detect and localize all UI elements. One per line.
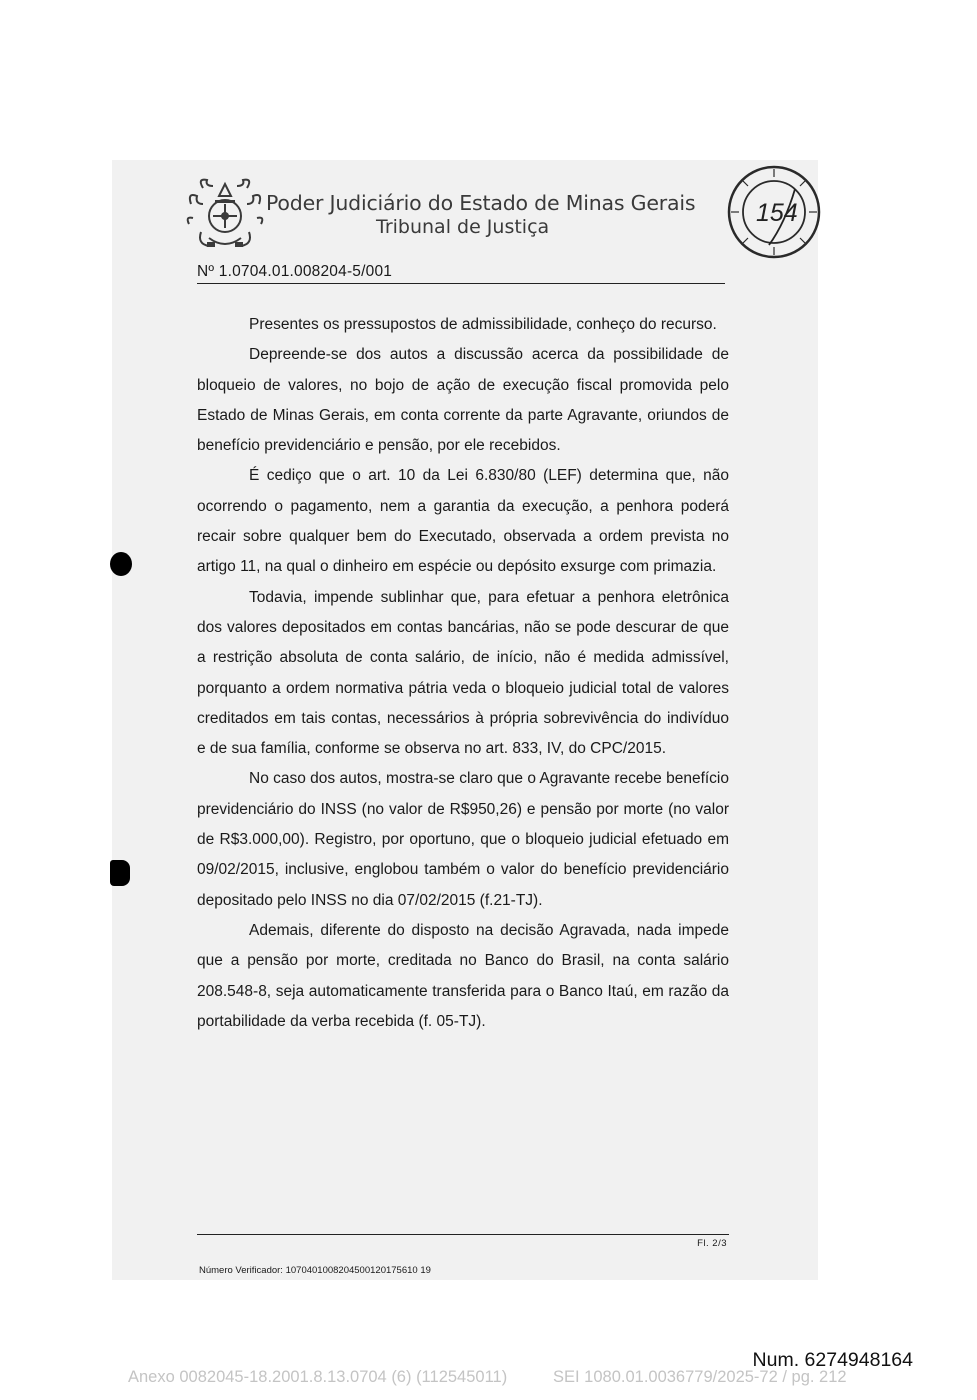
coat-of-arms-icon <box>183 174 267 254</box>
paragraph: Presentes os pressupostos de admissibilidade, conheço do recurso. <box>249 316 717 333</box>
court-title: Poder Judiciário do Estado de Minas Gerais <box>266 191 696 215</box>
document-number-stamp: Num. 6274948164 <box>752 1349 913 1371</box>
paragraph: Ademais, diferente do disposto na decisão Agravada, nada impede que a pensão por morte, creditada no Banco do Brasil, na conta salário 208.548-8, seja automaticamente transferida para o Banco Itaú, em razão da portabilidade da verba recebida (f. 05-TJ). <box>197 921 729 1030</box>
paragraph: Todavia, impende sublinhar que, para efetuar a penhora eletrônica dos valores depositados em contas bancárias, não se pode descurar de que a restrição absoluta de conta salário, de início, não é medida admissível, porquanto a ordem normativa pátria veda o bloqueio judicial total de valores creditados em tais contas, necessários à própria sobrevivência do indivíduo e de sua família, conforme se observa no art. 833, IV, do CPC/2015. <box>197 588 729 758</box>
paragraph: Depreende-se dos autos a discussão acerca da possibilidade de bloqueio de valores, no bojo de ação de execução fiscal promovida pelo Estado de Minas Gerais, em conta corrente da parte Agravante, oriundos de benefício previdenciário e pensão, por ele recebidos. <box>197 346 729 455</box>
process-number: Nº 1.0704.01.008204-5/001 <box>197 263 393 280</box>
verifier-number: Número Verificador: 1070401008204500120175610 19 <box>199 1265 431 1276</box>
court-subtitle: Tribunal de Justiça <box>376 216 550 238</box>
paragraph: É cediço que o art. 10 da Lei 6.830/80 (LEF) determina que, não ocorrendo o pagamento, nem a garantia da execução, a penhora poderá recair sobre qualquer bem do Executado, observada a ordem prevista no artigo 11, na qual o dinheiro em espécie ou depósito exsurge com primazia. <box>197 467 729 576</box>
page-reference: Fl. 2/3 <box>697 1238 727 1249</box>
sei-reference: SEI 1080.01.0036779/2025-72 / pg. 212 <box>553 1368 847 1386</box>
punch-hole-mark <box>110 552 132 576</box>
header-divider <box>197 283 725 284</box>
paragraph: No caso dos autos, mostra-se claro que o Agravante recebe benefício previdenciário do INSS (no valor de R$950,26) e pensão por morte (no valor de R$3.000,00). Registro, por oportuno, que o bloqueio judicial efetuado em 09/02/2015, inclusive, englobou também o valor do benefício previdenciário depositado pelo INSS no dia 07/02/2015 (f.21-TJ). <box>197 770 729 909</box>
punch-hole-mark <box>110 860 130 886</box>
seal-page-number: 154 <box>756 199 798 227</box>
annex-reference: Anexo 0082045-18.2001.8.13.0704 (6) (112545011) <box>128 1368 508 1386</box>
footer-divider <box>197 1234 729 1235</box>
court-seal-stamp-icon <box>725 163 823 261</box>
document-body <box>197 310 729 1037</box>
